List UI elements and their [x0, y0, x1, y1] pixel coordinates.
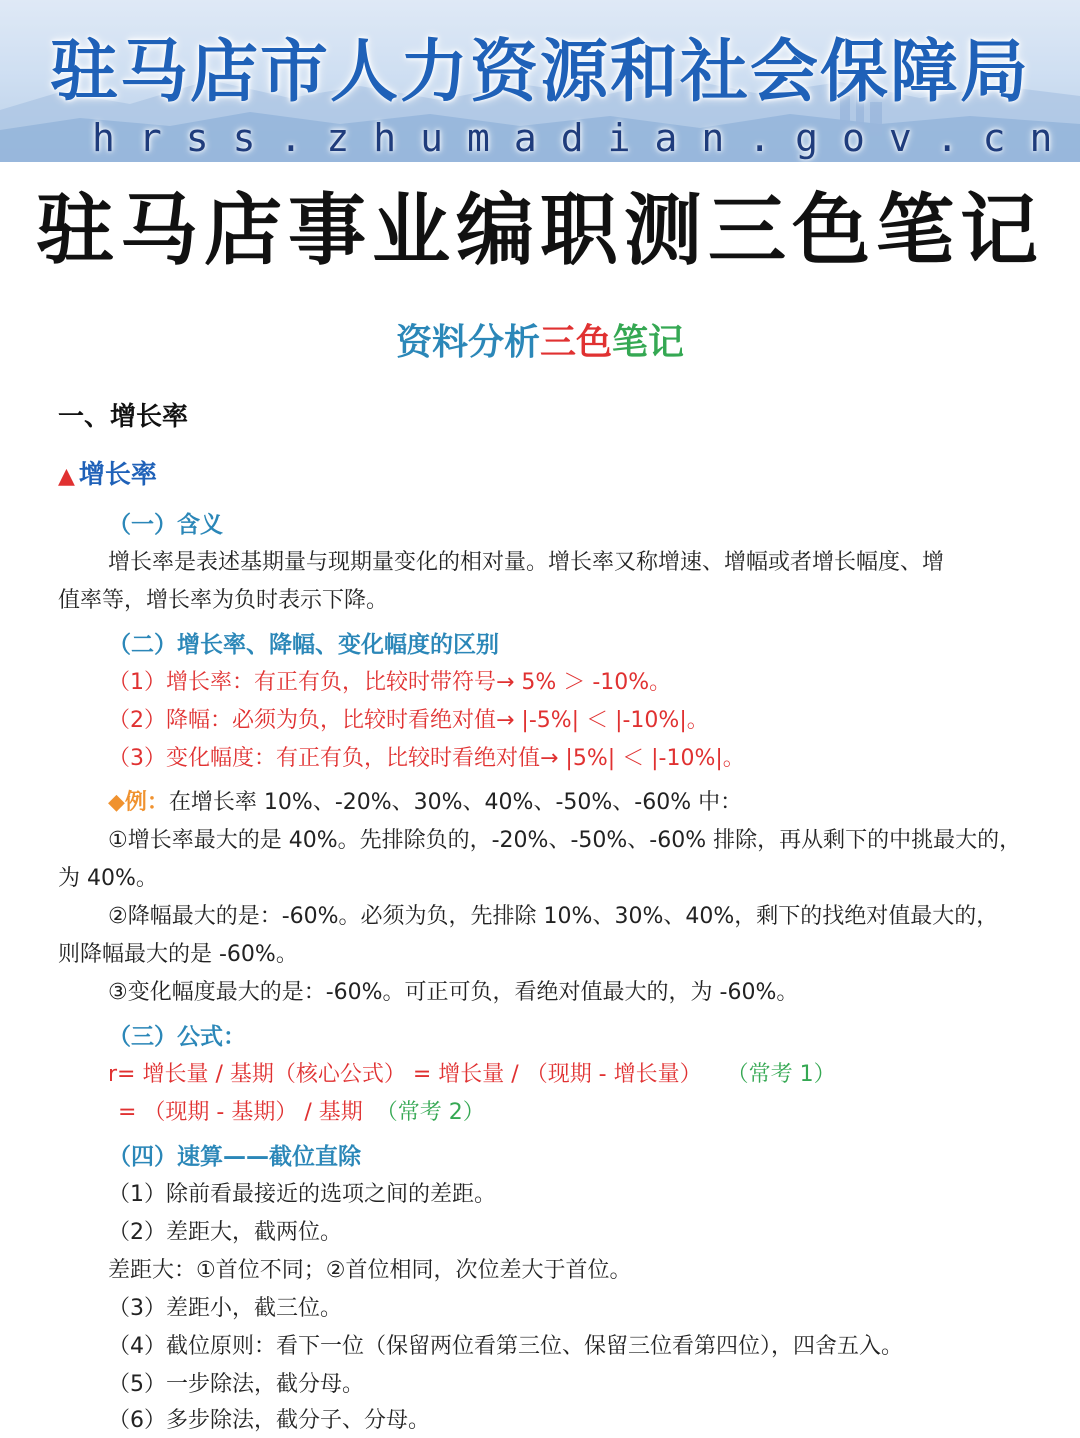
example-answer-line: 则降幅最大的是 -60%。: [58, 942, 298, 967]
formula-text: r= 增长量 / 基期（核心公式） = 增长量 / （现期 - 增长量）: [108, 1062, 702, 1087]
formula-line: [108, 1060, 836, 1090]
list-item: （2）差距大，截两位。: [108, 1220, 342, 1245]
example-answer-line: ②降幅最大的是：-60%。必须为负，先排除 10%、30%、40%，剩下的找绝对值最大的，: [108, 904, 999, 929]
bureau-name: 驻马店市人力资源和社会保障局: [49, 33, 1030, 112]
list-item: （1）除前看最接近的选项之间的差距。: [108, 1182, 496, 1207]
header-banner: [0, 0, 1080, 162]
example-line: [108, 788, 742, 818]
list-item: （3）差距小，截三位。: [108, 1296, 342, 1321]
formula-text: = （现期 - 基期） / 基期: [118, 1100, 363, 1125]
section-title-part2: 三色: [539, 322, 612, 363]
topic-heading: [58, 460, 157, 492]
document-title: 驻马店事业编职测三色笔记: [35, 186, 1044, 276]
paragraph-line: 值率等，增长率为负时表示下降。: [58, 588, 389, 613]
section-title: [0, 314, 1080, 365]
list-item: （6）多步除法，截分子、分母。: [108, 1408, 430, 1433]
subsection-heading-formula: （三）公式：: [108, 1024, 246, 1050]
formula-note: （常考 1）: [726, 1062, 836, 1087]
list-item: （3）变化幅度：有正有负，比较时看绝对值→ |5%| ＜ |-10%|。: [108, 746, 745, 771]
example-answer-line: 为 40%。: [58, 866, 158, 891]
example-text: 在增长率 10%、-20%、30%、40%、-50%、-60% 中：: [168, 790, 743, 815]
triangle-icon: ▲: [58, 464, 75, 489]
example-answer-line: ③变化幅度最大的是：-60%。可正可负，看绝对值最大的，为 -60%。: [108, 980, 799, 1005]
example-label: ◆例：: [108, 790, 169, 815]
list-item: （4）截位原则：看下一位（保留两位看第三位、保留三位看第四位），四舍五入。: [108, 1334, 903, 1359]
bureau-url: hrss.zhumadian.gov.cn: [92, 116, 1077, 160]
chapter-heading: 一、增长率: [58, 402, 189, 432]
section-title-part1: 资料分析: [395, 322, 540, 363]
subsection-heading-quick-calc: （四）速算——截位直除: [108, 1144, 361, 1170]
topic-heading-label: 增长率: [78, 460, 157, 490]
section-title-part3: 笔记: [612, 322, 685, 363]
formula-line: [118, 1098, 485, 1128]
example-answer-line: ①增长率最大的是 40%。先排除负的，-20%、-50%、-60% 排除，再从剩下的中挑最大的，: [108, 828, 1022, 853]
list-item: （2）降幅：必须为负，比较时看绝对值→ |-5%| ＜ |-10%|。: [108, 708, 709, 733]
list-item-note: 差距大：①首位不同；②首位相同，次位差大于首位。: [108, 1258, 632, 1283]
subsection-heading-difference: （二）增长率、降幅、变化幅度的区别: [108, 632, 499, 658]
list-item: （1）增长率：有正有负，比较时带符号→ 5% ＞ -10%。: [108, 670, 672, 695]
list-item: （5）一步除法，截分母。: [108, 1372, 364, 1397]
subsection-heading-definition: （一）含义: [108, 512, 223, 538]
formula-note: （常考 2）: [375, 1100, 485, 1125]
paragraph-line: 增长率是表述基期量与现期量变化的相对量。增长率又称增速、增幅或者增长幅度、增: [108, 550, 945, 575]
